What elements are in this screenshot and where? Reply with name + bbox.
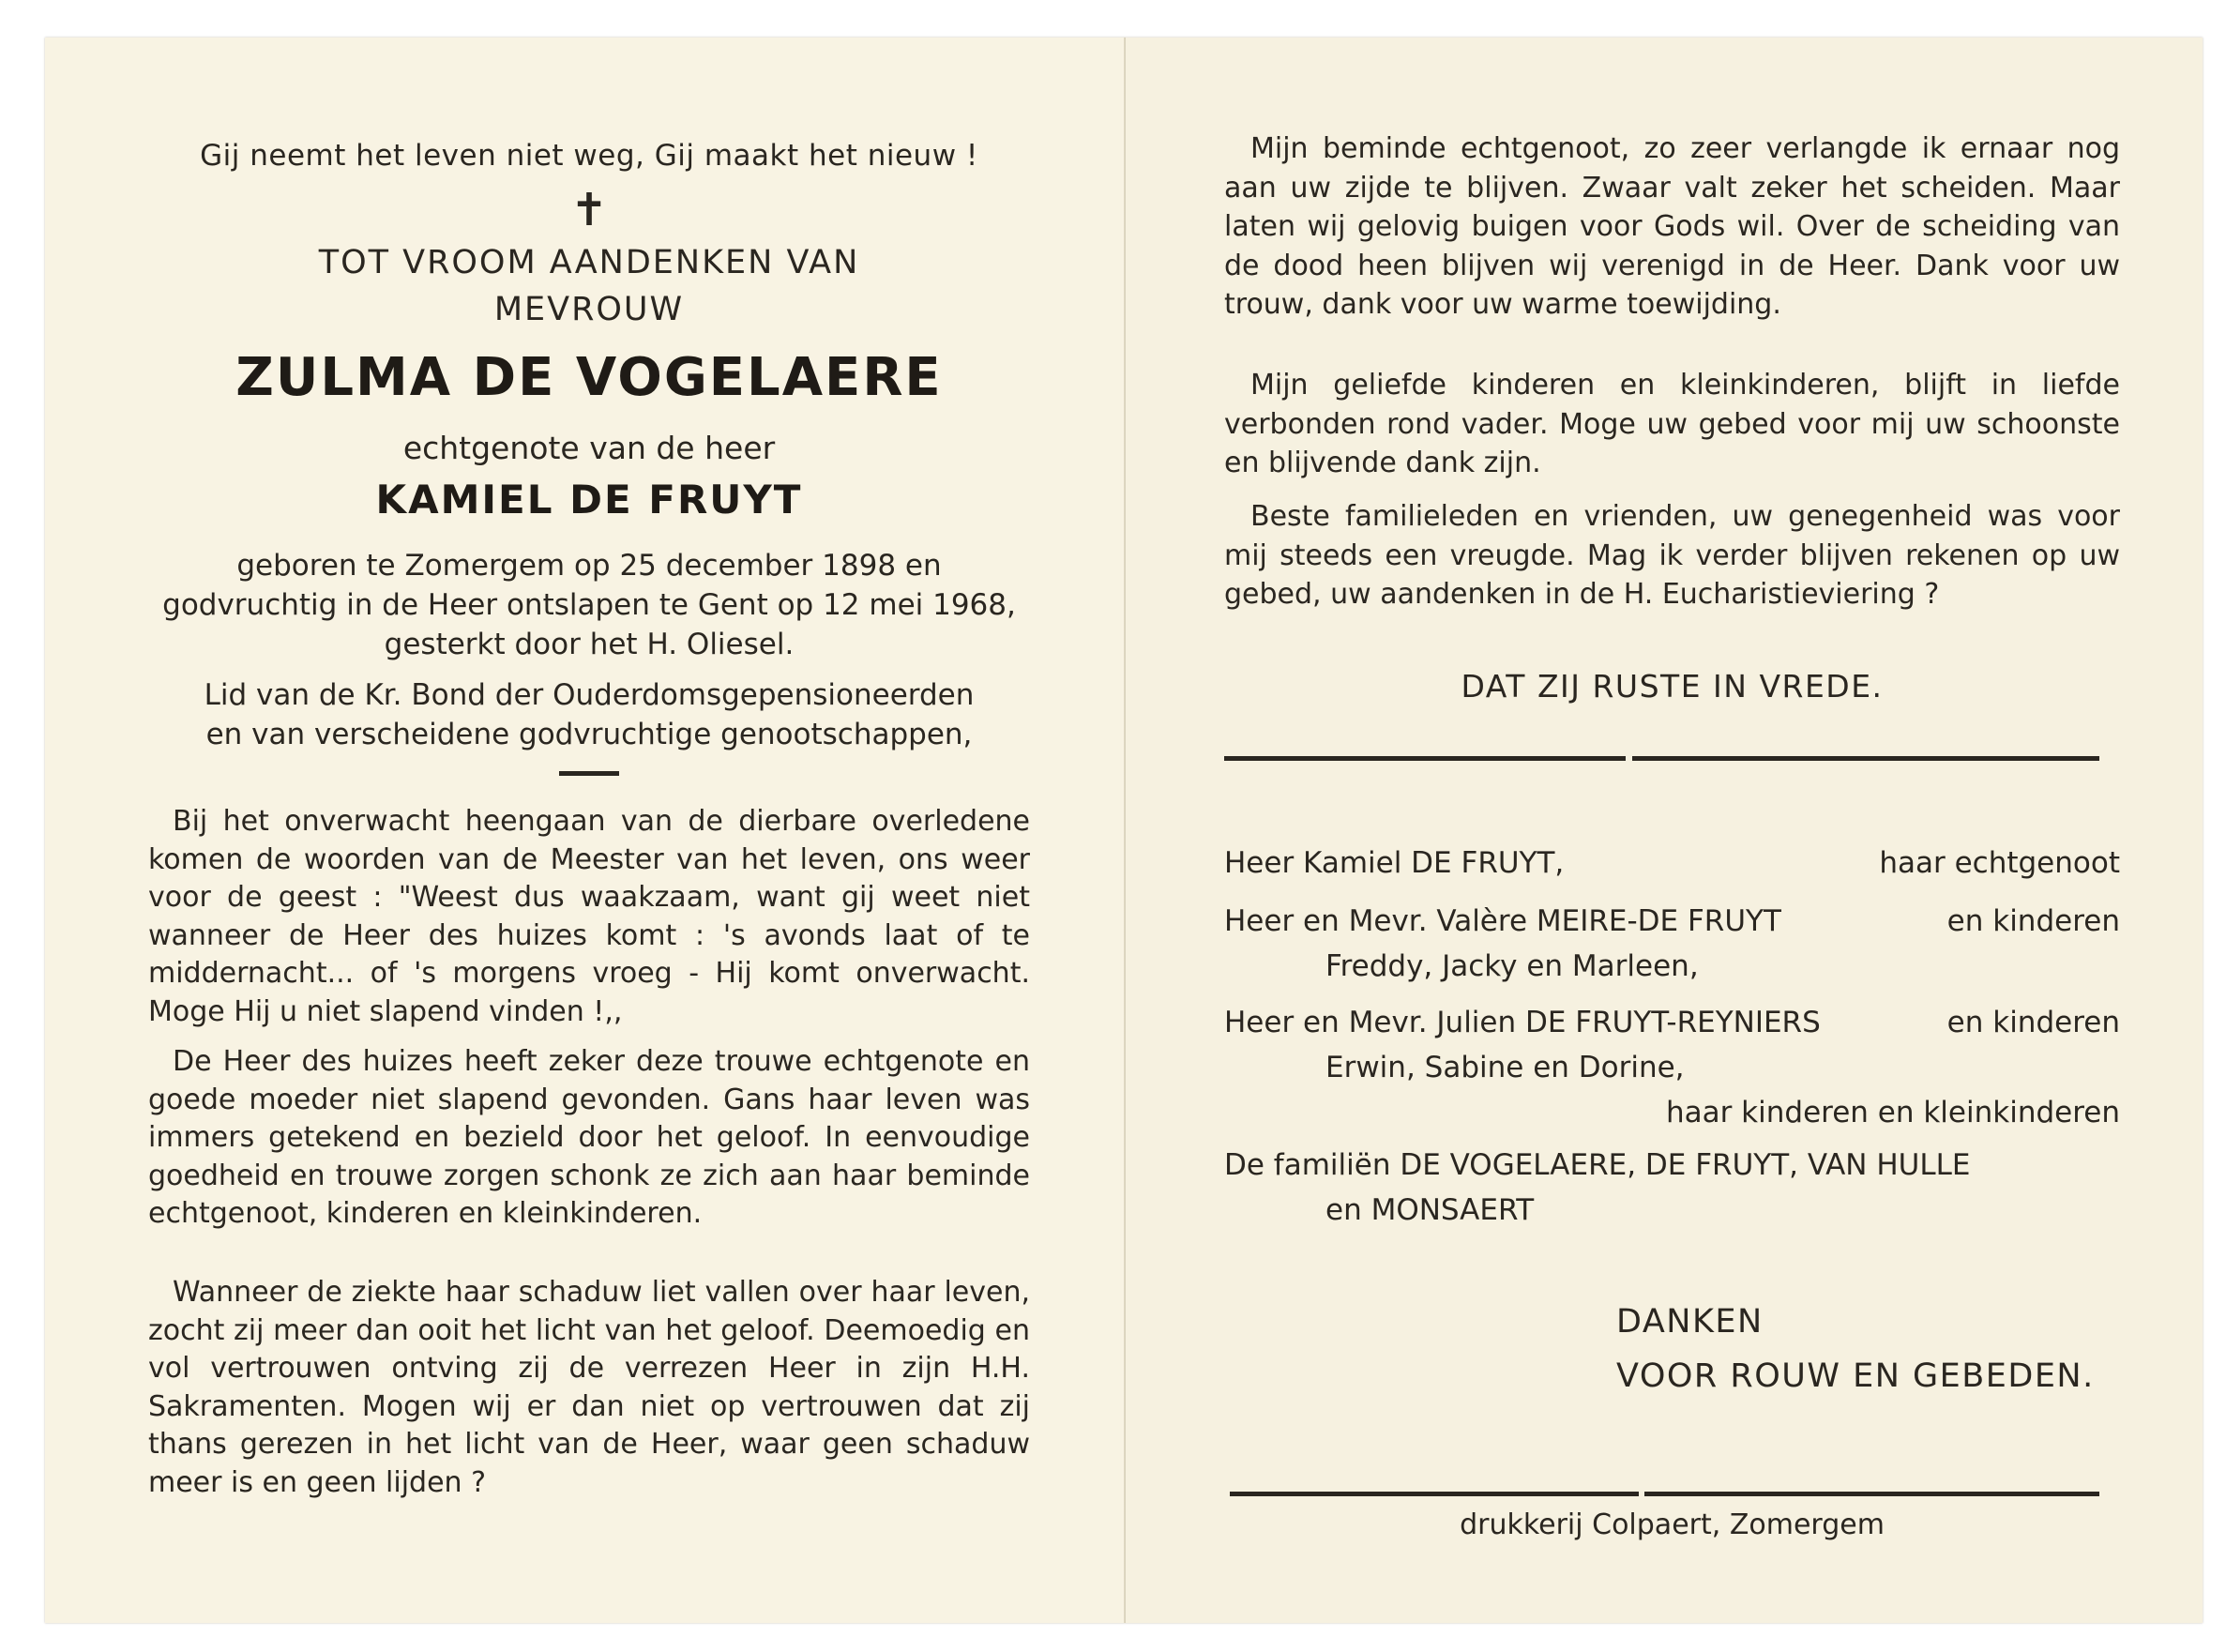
deceased-name: ZULMA DE VOGELAERE (235, 347, 943, 408)
rest-in-peace: DAT ZIJ RUSTE IN VREDE. (1461, 668, 1884, 705)
children-names: Erwin, Sabine en Dorine, (1325, 1051, 1685, 1084)
paragraph: Bij het onverwacht heengaan van de dierbare overledene komen de woorden van de Meester van het leven, ons weer voor de geest : "Weest dus waakzaam, want gij weet niet wanneer de Heer des huizes komt : 's avonds laat of te middernacht... of 's morgens vroeg - Hij komt onverwacht. Moge Hij u niet slapend vinden !,, (148, 805, 1030, 1028)
paragraph: Beste familieleden en vrienden, uw genegenheid was voor mij steeds een vreugde. Mag ik verder blijven rekenen op uw gebed, uw aandenken in de H. Eucharistieviering ? (1224, 500, 2120, 611)
bio-line: geboren te Zomergem op 25 december 1898 en (236, 549, 942, 583)
divider (559, 771, 619, 776)
spouse-name: KAMIEL DE FRUYT (375, 477, 803, 523)
paragraph: Mijn beminde echtgenoot, zo zeer verlangde ik ernaar nog aan uw zijde te blijven. Zwaar valt zeker het scheiden. Maar laten wij gelovig buigen voor Gods wil. Over de scheiding van de dood heen blijven wij verenigd in de Heer. Dank voor uw trouw, dank voor uw warme toewijding. (1224, 132, 2120, 321)
cross-icon: ✝ (569, 184, 609, 236)
paragraph: De Heer des huizes heeft zeker deze trouwe echtgenote en goede moeder niet slapend gevonden. Gans haar leven was immers getekend en bezield door het geloof. In eenvoudige goedheid en trouwe zorgen schonk ze zich aan haar beminde echtgenoot, kinderen en kleinkinderen. (148, 1045, 1030, 1230)
divider (1230, 1492, 1639, 1496)
family-relatives (1224, 1143, 2120, 1233)
family-husband (1224, 841, 2120, 886)
couple-name: Heer en Mevr. Valère MEIRE-DE FRUYT (1224, 904, 1781, 938)
thanks-block (1616, 1295, 2095, 1403)
spouse-intro: echtgenote van de heer (402, 430, 776, 466)
membership-line: Lid van de Kr. Bond der Ouderdomsgepensioneerden (204, 678, 975, 712)
couple-suffix: en kinderen (1946, 904, 2120, 938)
families-line: De familiën DE VOGELAERE, DE FRUYT, VAN HULLE (1224, 1148, 1971, 1182)
paragraph: Wanneer de ziekte haar schaduw liet vallen over haar leven, zocht zij meer dan ooit het licht van het geloof. Deemoedig en vol vertrouwen ontving zij de verrezen Heer in zijn H.H. Sakramenten. Mogen wij er dan niet op vertrouwen dat zij thans gerezen in het licht van de Heer, waar geen schaduw meer is en geen lijden ? (148, 1276, 1030, 1499)
children-names: Freddy, Jacky en Marleen, (1325, 949, 1699, 983)
printer-credit: drukkerij Colpaert, Zomergem (1460, 1508, 1885, 1541)
biography (148, 546, 1030, 664)
divider (1632, 756, 2099, 761)
family-couple-1 (1224, 899, 2120, 989)
divider (1644, 1492, 2099, 1496)
families-line-cont: en MONSAERT (1325, 1193, 1535, 1227)
honorific: MEVROUW (493, 291, 685, 328)
couple-suffix: en kinderen (1946, 1006, 2120, 1039)
membership (148, 675, 1030, 754)
bio-line: godvruchtig in de Heer ontslapen te Gent op 12 mei 1968, (162, 588, 1016, 622)
bio-line: gesterkt door het H. Oliesel. (384, 628, 795, 661)
thanks-line: VOOR ROUW EN GEBEDEN. (1616, 1357, 2095, 1395)
motto: Gij neemt het leven niet weg, Gij maakt het nieuw ! (200, 139, 978, 173)
thanks-line: DANKEN (1616, 1303, 1764, 1341)
couple-name: Heer en Mevr. Julien DE FRUYT-REYNIERS (1224, 1006, 1821, 1039)
husband-name: Heer Kamiel DE FRUYT, (1224, 846, 1565, 880)
family-couple-2 (1224, 1000, 2120, 1135)
children-role: haar kinderen en kleinkinderen (1665, 1096, 2120, 1129)
membership-line: en van verscheidene godvruchtige genootschappen, (205, 718, 973, 751)
paragraph: Mijn geliefde kinderen en kleinkinderen, blijft in liefde verbonden rond vader. Moge uw gebed voor mij uw schoonste en blijvende dank zijn. (1224, 369, 2120, 479)
divider (1224, 756, 1626, 761)
memorial-heading: TOT VROOM AANDENKEN VAN (318, 244, 860, 281)
husband-role: haar echtgenoot (1879, 846, 2120, 880)
